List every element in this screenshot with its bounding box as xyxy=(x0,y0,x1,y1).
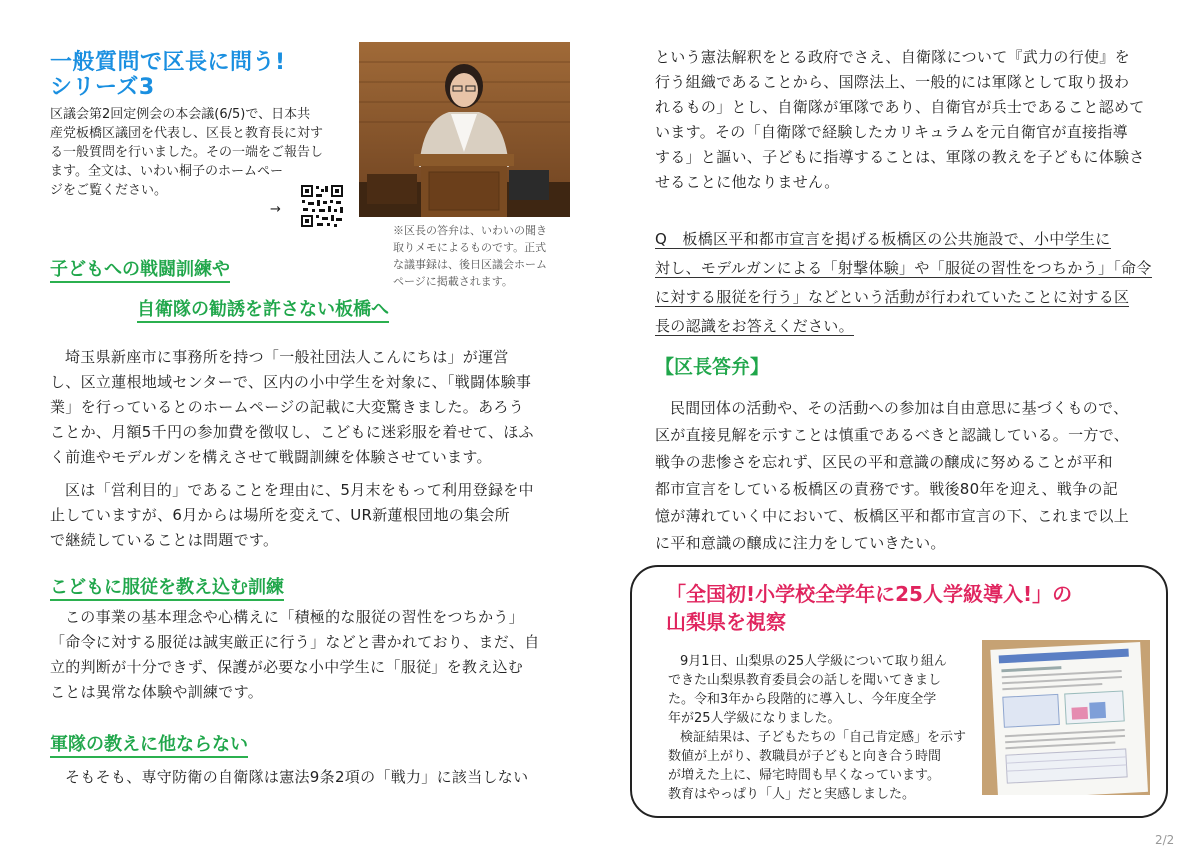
text-line: ことか、月額5千円の参加費を徴収し、こどもに迷彩服を着せて、ほふ xyxy=(50,423,534,441)
text-line: 都市宣言をしている板橋区の責務です。戦後80年を迎え、戦争の記 xyxy=(655,480,1119,498)
speaker-photo xyxy=(359,42,570,217)
heading-text: 自衛隊の勧誘を許さない板橋へ xyxy=(137,299,389,323)
text-line: 行う組織であることから、国際法上、一般的には軍隊として取り扱わ xyxy=(655,73,1130,91)
question-line: Q 板橋区平和都市宣言を掲げる板橋区の公共施設で、小中学生に xyxy=(655,230,1111,248)
text-line: に平和意識の醸成に注力をしていきたい。 xyxy=(655,534,946,552)
text-line: 年が25人学級になりました。 xyxy=(668,711,841,726)
heading-text: こどもに服従を教え込む訓練 xyxy=(50,577,284,601)
intro-line: ます。全文は、いわい桐子のホームペー xyxy=(50,164,283,179)
text-line: できた山梨県教育委員会の話しを聞いてきまし xyxy=(668,673,942,688)
section1-heading-line2 xyxy=(137,298,389,322)
text-line: ことは異常な体験や訓練です。 xyxy=(50,683,264,701)
text-line: 憶が薄れていく中において、板橋区平和都市宣言の下、これまで以上 xyxy=(655,507,1130,525)
caption-line: な議事録は、後日区議会ホーム xyxy=(393,258,547,271)
box-heading-line1: 「全国初!小学校全学年に25人学級導入!」の xyxy=(666,582,1073,606)
text-line: 止していますが、6月からは場所を変えて、UR新蓮根団地の集会所 xyxy=(50,506,510,524)
box-heading xyxy=(666,580,1072,636)
heading-text: 軍隊の教えに他ならない xyxy=(50,734,248,758)
text-line: れるもの」とし、自衛隊が軍隊であり、自衛官が兵士であること認めて xyxy=(655,98,1145,116)
caption-line: ページに掲載されます。 xyxy=(393,275,513,288)
section1-paragraph2 xyxy=(50,478,570,553)
text-line: く前進やモデルガンを構えさせて戦闘訓練を体験させています。 xyxy=(50,448,492,466)
section2-paragraph xyxy=(50,605,570,705)
page-number: 2/2 xyxy=(1155,833,1175,847)
heading-text: 子どもへの戦闘訓練や xyxy=(50,259,230,283)
section3-paragraph xyxy=(50,765,570,790)
question-block xyxy=(655,225,1165,341)
text-line: 民間団体の活動や、その活動への参加は自由意思に基づくもので、 xyxy=(670,399,1129,417)
text-line: が増えた上に、帰宅時間も早くなっています。 xyxy=(668,768,940,783)
text-line: 区が直接見解を示すことは慎重であるべきと認識している。一方で、 xyxy=(655,426,1130,444)
section1-heading-line1 xyxy=(50,258,230,282)
intro-line: ジをご覧ください。 xyxy=(50,183,168,198)
intro-line: 区議会第2回定例会の本会議(6/5)で、日本共 xyxy=(50,107,311,122)
document-photo xyxy=(982,640,1150,795)
arrow-icon: → xyxy=(270,202,281,217)
caption-line: 取りメモによるものです。正式 xyxy=(393,241,547,254)
intro-line: 産党板橋区議団を代表し、区長と教育長に対す xyxy=(50,126,324,141)
answer-paragraph xyxy=(655,395,1170,557)
text-line: た。令和3年から段階的に導入し、今年度全学 xyxy=(668,692,937,707)
text-line: せることに他なりません。 xyxy=(655,173,840,191)
intro-line: る一般質問を行いました。その一端をご報告し xyxy=(50,145,324,160)
text-line: し、区立蓮根地域センターで、区内の小中学生を対象に、「戦闘体験事 xyxy=(50,373,532,391)
continued-paragraph xyxy=(655,45,1165,195)
text-line: 教育はやっぱり「人」だと実感しました。 xyxy=(668,787,916,802)
question-line: 対し、モデルガンによる「射撃体験」や「服従の習性をつちかう」「命令 xyxy=(655,259,1152,277)
question-line: に対する服従を行う」などという活動が行われていたことに対する区 xyxy=(655,288,1130,306)
text-line: 立的判断が十分できず、保護が必要な小中学生に「服従」を教え込む xyxy=(50,658,524,676)
text-line: で継続していることは問題です。 xyxy=(50,531,279,549)
text-line: する」と謳い、子どもに指導することは、軍隊の教えを子どもに体験さ xyxy=(655,148,1145,166)
box-text xyxy=(668,652,978,804)
answer-heading: 【区長答弁】 xyxy=(655,356,770,378)
text-line: そもそも、専守防衛の自衛隊は憲法9条2項の「戦力」に該当しない xyxy=(65,768,529,786)
text-line: という憲法解釈をとる政府でさえ、自衛隊について『武力の行使』を xyxy=(655,48,1130,66)
section1-paragraph1 xyxy=(50,345,570,470)
text-line: 区は「営利目的」であることを理由に、5月末をもって利用登録を中 xyxy=(65,481,534,499)
text-line: 数値が上がり、教職員が子どもと向き合う時間 xyxy=(668,749,942,764)
text-line: 検証結果は、子どもたちの「自己肯定感」を示す xyxy=(680,730,967,745)
text-line: 戦争の悲惨さを忘れず、区民の平和意識の醸成に努めることが平和 xyxy=(655,453,1113,471)
text-line: 9月1日、山梨県の25人学級について取り組ん xyxy=(680,654,947,669)
title-line-2: シリーズ3 xyxy=(50,75,155,100)
photo-caption xyxy=(393,222,573,290)
section2-heading xyxy=(50,576,284,600)
text-line: この事業の基本理念や心構えに「積極的な服従の習性をつちかう」 xyxy=(65,608,525,626)
section3-heading xyxy=(50,733,248,757)
caption-line: ※区長の答弁は、いわいの聞き xyxy=(393,224,547,237)
article-title xyxy=(50,50,286,100)
question-line: 長の認識をお答えください。 xyxy=(655,317,854,335)
text-line: います。その「自衛隊で経験したカリキュラムを元自衛官が直接指導 xyxy=(655,123,1128,141)
title-line-1: 一般質問で区長に問う! xyxy=(50,50,286,75)
box-heading-line2: 山梨県を視察 xyxy=(666,610,786,634)
text-line: 「命令に対する服従は誠実厳正に行う」などと書かれており、まだ、自 xyxy=(50,633,540,651)
qr-code[interactable] xyxy=(300,184,344,228)
text-line: 埼玉県新座市に事務所を持つ「一般社団法人こんにちは」が運営 xyxy=(65,348,509,366)
text-line: 業」を行っているとのホームページの記載に大変驚きました。あろう xyxy=(50,398,525,416)
